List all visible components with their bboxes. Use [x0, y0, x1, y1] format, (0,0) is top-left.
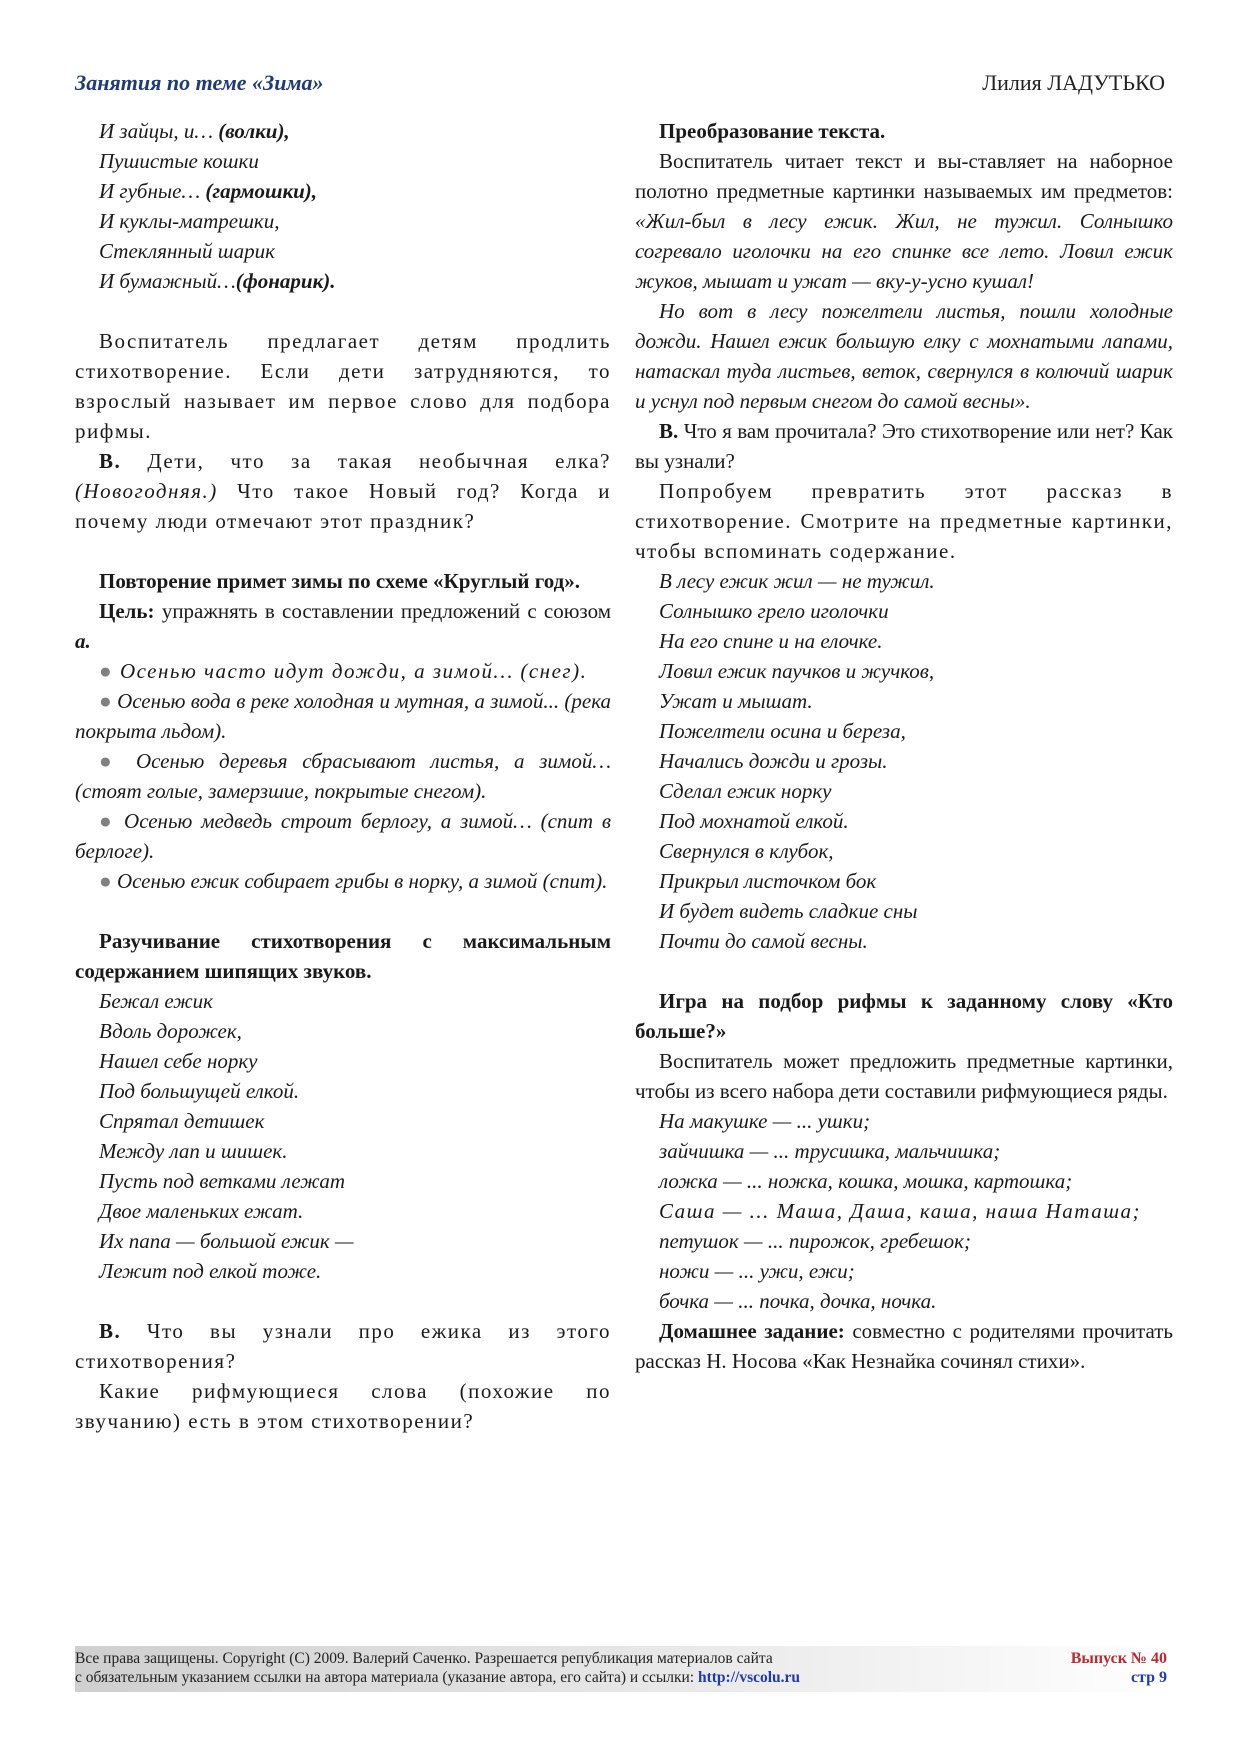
- poem-line: Под большущей елкой.: [99, 1079, 300, 1103]
- poem-toys: [75, 116, 611, 296]
- homework-paragraph: Домашнее задание: совместно с родителями прочитать рассказ Н. Носова «Как Незнайка сочинял стихи».: [635, 1319, 1173, 1373]
- poem-line: Почти до самой весны.: [659, 929, 868, 953]
- section-heading: Разучивание стихотворения с максимальным содержанием шипящих звуков.: [75, 929, 611, 983]
- author-name: Лилия ЛАДУТЬКО: [982, 70, 1165, 95]
- story-paragraph: Воспитатель читает текст и вы-ставляет на наборное полотно предметные картинки называемых им предметов: «Жил-был в лесу ежик. Жил, не тужил. Солнышко согревало иголочки на его спинке все лето. Ловил ежик жуков, мышат и ужат — вку-у-усно кушал!: [635, 149, 1173, 293]
- rhyme-line: петушок — ... пирожок, гребешок;: [659, 1229, 971, 1253]
- poem-line: Лежит под елкой тоже.: [99, 1259, 322, 1283]
- poem-transformed: [635, 566, 1173, 956]
- issue-number: Выпуск № 40: [1070, 1650, 1167, 1667]
- poem-line: Вдоль дорожек,: [99, 1019, 242, 1043]
- question-paragraph: В. Что я вам прочитала? Это стихотворение или нет? Как вы узнали?: [635, 419, 1173, 473]
- poem-line: Начались дожди и грозы.: [659, 749, 888, 773]
- poem-line: На его спине и на елочке.: [659, 629, 883, 653]
- paragraph: Воспитатель может предложить предметные картинки, чтобы из всего набора дети составили рифмующиеся ряды.: [635, 1049, 1173, 1103]
- poem-line: В лесу ежик жил — не тужил.: [659, 569, 935, 593]
- section-title: Занятия по теме «Зима»: [75, 70, 324, 95]
- rhyme-line: ложка — ... ножка, кошка, мошка, картошка;: [659, 1169, 1073, 1193]
- copyright-text: с обязательным указанием ссылки на автора материала (указание автора, его сайта) и ссылки: http://vscolu.ru: [75, 1669, 801, 1686]
- question-paragraph: Какие рифмующиеся слова (похожие по звучанию) есть в этом стихотворении?: [75, 1379, 611, 1433]
- question-paragraph: В. Дети, что за такая необычная елка? (Новогодняя.) Что такое Новый год? Когда и почему люди отмечают этот праздник?: [75, 449, 611, 533]
- poem-line: Пожелтели осина и береза,: [659, 719, 906, 743]
- rhyme-list: [635, 1106, 1173, 1316]
- footer: [75, 1646, 1173, 1692]
- poem-line: И губные… (гармошки),: [99, 179, 318, 203]
- site-link[interactable]: http://vscolu.ru: [697, 1669, 801, 1686]
- story-paragraph: Но вот в лесу пожелтели листья, пошли холодные дожди. Нашел ежик большую елку с мохнатыми лапами, натаскал туда листьев, веток, свернулся в колючий шарик и уснул под первым снегом до самой весны».: [635, 299, 1173, 413]
- poem-line: И куклы-матрешки,: [99, 209, 280, 233]
- list-item: ● Осенью деревья сбрасывают листья, а зимой… (стоят голые, замерзшие, покрытые снегом).: [75, 749, 612, 803]
- paragraph: Попробуем превратить этот рассказ в стихотворение. Смотрите на предметные картинки, чтобы вспоминать содержание.: [635, 479, 1173, 563]
- poem-line: Спрятал детишек: [99, 1109, 265, 1133]
- list-item: ● Осенью медведь строит берлогу, а зимой… (спит в берлоге).: [75, 809, 612, 863]
- page-number: стр 9: [1130, 1669, 1167, 1686]
- bullet-icon: ●: [99, 659, 114, 683]
- poem-line: Ужат и мышат.: [659, 689, 813, 713]
- section-heading: Повторение примет зимы по схеме «Круглый год».: [99, 569, 580, 593]
- poem-line: Двое маленьких ежат.: [99, 1199, 304, 1223]
- list-item: ● Осенью вода в реке холодная и мутная, а зимой... (река покрыта льдом).: [75, 689, 612, 743]
- section-heading: Преобразование текста.: [659, 119, 886, 143]
- poem-line: Их папа — большой ежик —: [99, 1229, 354, 1253]
- rhyme-line: На макушке — ... ушки;: [659, 1109, 871, 1133]
- bullet-icon: ●: [99, 869, 112, 893]
- question-paragraph: В. Что вы узнали про ежика из этого стихотворения?: [75, 1319, 611, 1373]
- poem-line: Прикрыл листочком бок: [659, 869, 877, 893]
- poem-line: И зайцы, и… (волки),: [99, 119, 290, 143]
- poem-line: Нашел себе норку: [99, 1049, 258, 1073]
- poem-line: Под мохнатой елкой.: [659, 809, 849, 833]
- poem-line: Стеклянный шарик: [99, 239, 275, 263]
- poem-line: Свернулся в клубок,: [659, 839, 834, 863]
- poem-line: И будет видеть сладкие сны: [659, 899, 918, 923]
- bullet-icon: ●: [99, 809, 116, 833]
- poem-line: И бумажный…(фонарик).: [99, 269, 336, 293]
- copyright-text: Все права защищены. Copyright (C) 2009. Валерий Саченко. Разрешается републикация материалов сайта: [75, 1650, 773, 1667]
- bullet-icon: ●: [99, 749, 122, 773]
- goal-paragraph: Цель: упражнять в составлении предложений с союзом а.: [75, 599, 611, 653]
- rhyme-line: бочка — ... почка, дочка, ночка.: [659, 1289, 937, 1313]
- list-item: ● Осенью ежик собирает грибы в норку, а зимой (спит).: [99, 869, 608, 893]
- poem-line: Бежал ежик: [99, 989, 214, 1013]
- poem-line: Солнышко грело иголочки: [659, 599, 889, 623]
- paragraph: Воспитатель предлагает детям продлить стихотворение. Если дети затрудняются, то взрослый называет им первое слово для подбора рифмы.: [75, 329, 611, 443]
- poem-line: Ловил ежик паучков и жучков,: [659, 659, 935, 683]
- poem-line: Между лап и шишек.: [99, 1139, 288, 1163]
- section-heading: Игра на подбор рифмы к заданному слову «Кто больше?»: [635, 989, 1173, 1043]
- rhyme-line: ножи — ... ужи, ежи;: [659, 1259, 855, 1283]
- poem-hedgehog: [75, 986, 611, 1286]
- poem-line: Пусть под ветками лежат: [99, 1169, 346, 1193]
- poem-line: Сделал ежик норку: [659, 779, 832, 803]
- poem-line: Пушистые кошки: [99, 149, 259, 173]
- right-column: [635, 116, 1173, 1376]
- bullet-icon: ●: [99, 689, 112, 713]
- rhyme-line: Саша — ... Маша, Даша, каша, наша Наташа;: [659, 1199, 1142, 1223]
- rhyme-line: зайчишка — ... трусишка, мальчишка;: [659, 1139, 1001, 1163]
- list-item: ● Осенью часто идут дожди, а зимой… (снег).: [99, 659, 588, 683]
- left-column: [75, 116, 611, 1436]
